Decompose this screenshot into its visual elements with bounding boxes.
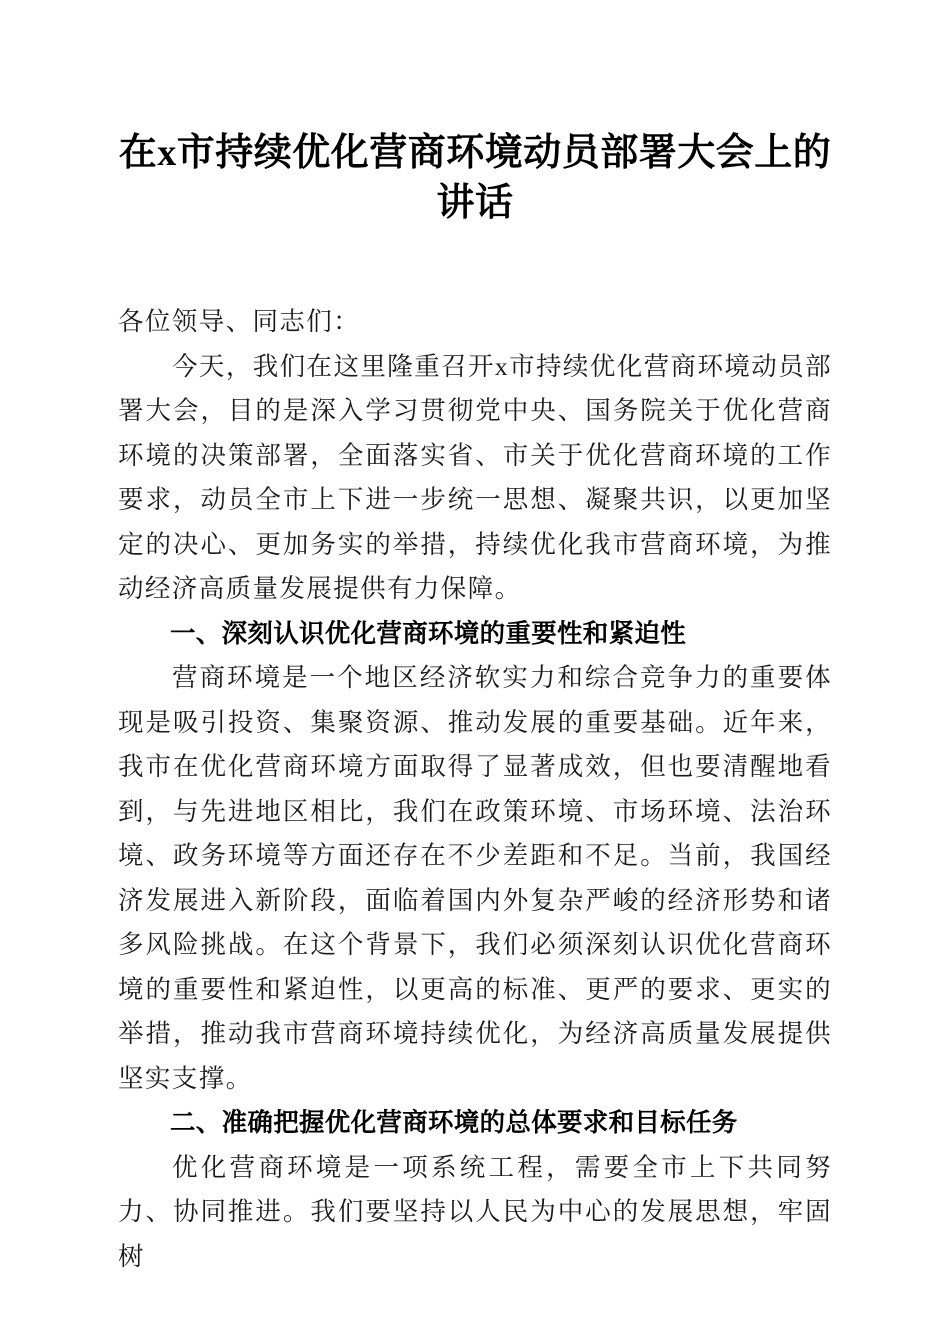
section-heading-1: 一、深刻认识优化营商环境的重要性和紧迫性 [170, 619, 687, 648]
document-title: 在x市持续优化营商环境动员部署大会上的讲话 [118, 132, 832, 224]
section-paragraph-1: 营商环境是一个地区经济软实力和综合竞争力的重要体现是吸引投资、集聚资源、推动发展的重要基础。近年来，我市在优化营商环境方面取得了显著成效，但也要清醒地看到，与先进地区相比，我们在政策环境、市场环境、法治环境、政务环境等方面还存在不少差距和不足。当前，我国经济发展进入新阶段，面临着国内外复杂严峻的经济形势和诸多风险挑战。在这个背景下，我们必须深刻认识优化营商环境的重要性和紧迫性，以更高的标准、更严的要求、更实的举措，推动我市营商环境持续优化，为经济高质量发展提供坚实支撑。 [118, 663, 832, 1093]
opening-paragraph: 今天，我们在这里隆重召开x市持续优化营商环境动员部署大会，目的是深入学习贯彻党中央、国务院关于优化营商环境的决策部署，全面落实省、市关于优化营商环境的工作要求，动员全市上下进一步统一思想、凝聚共识，以更加坚定的决心、更加务实的举措，持续优化我市营商环境，为推动经济高质量发展提供有力保障。 [118, 351, 832, 603]
section-paragraph-2: 优化营商环境是一项系统工程，需要全市上下共同努力、协同推进。我们要坚持以人民为中心的发展思想，牢固树 [118, 1152, 832, 1271]
salutation-line: 各位领导、同志们： [118, 307, 361, 336]
document-body [118, 0, 832, 1279]
section-heading-2: 二、准确把握优化营商环境的总体要求和目标任务 [170, 1109, 738, 1137]
